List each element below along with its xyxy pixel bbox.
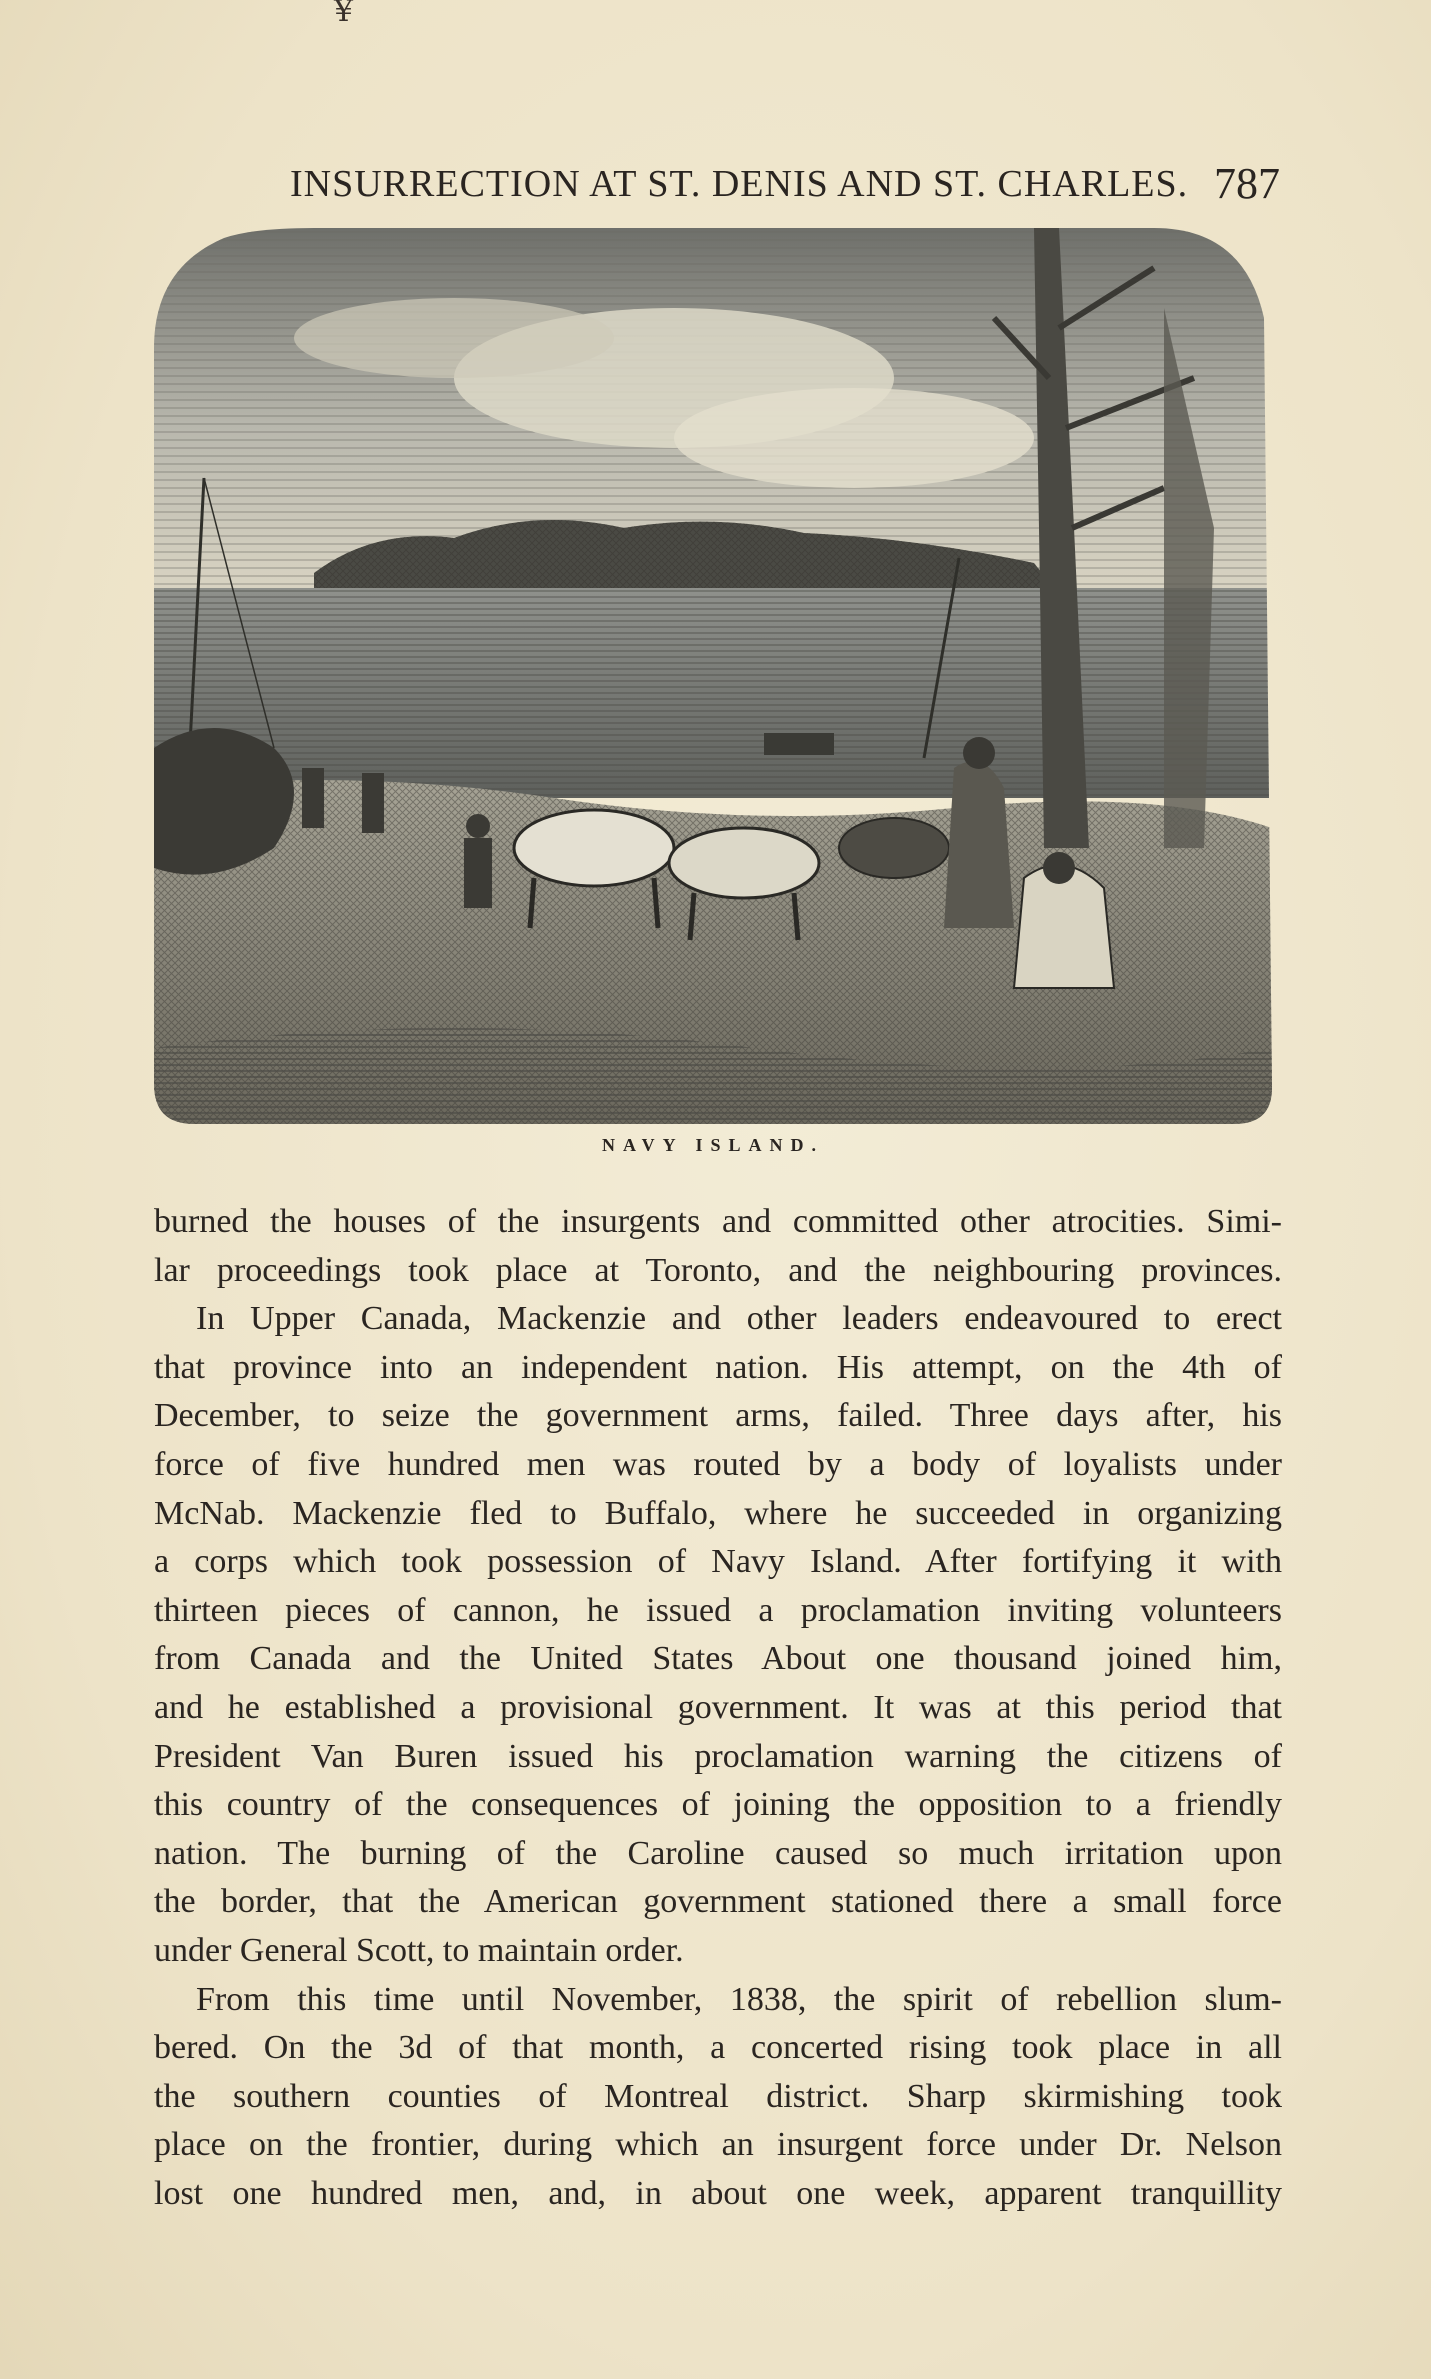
running-head xyxy=(290,152,1280,212)
page-number: 787 xyxy=(1214,159,1280,208)
text-line: that province into an independent nation. His attempt, on the 4th of xyxy=(154,1348,1282,1386)
text-line: nation. The burning of the Caroline caused so much irritation upon xyxy=(154,1834,1282,1872)
text-line: December, to seize the government arms, failed. Three days after, his xyxy=(154,1397,1282,1435)
text-line: President Van Buren issued his proclamation warning the citizens of xyxy=(154,1737,1282,1775)
text-line: thirteen pieces of cannon, he issued a proclamation inviting volunteers xyxy=(154,1591,1282,1629)
text-line: from Canada and the United States About one thousand joined him, xyxy=(154,1640,1282,1678)
text-line: From this time until November, 1838, the spirit of rebellion slum- xyxy=(196,1980,1282,2018)
text-line: place on the frontier, during which an insurgent force under Dr. Nelson xyxy=(154,2126,1282,2164)
text-line: force of five hundred men was routed by a body of loyalists under xyxy=(154,1445,1282,1483)
text-line: McNab. Mackenzie fled to Buffalo, where he succeeded in organizing xyxy=(154,1494,1282,1532)
text-line: and he established a provisional government. It was at this period that xyxy=(154,1688,1282,1726)
printer-mark: ¥ xyxy=(334,0,354,29)
engraving-illustration xyxy=(154,228,1272,1124)
text-line: In Upper Canada, Mackenzie and other leaders endeavoured to erect xyxy=(196,1300,1282,1338)
text-line: bered. On the 3d of that month, a concerted rising took place in all xyxy=(154,2029,1282,2067)
text-line: under General Scott, to maintain order. xyxy=(154,1931,684,1969)
text-line: lost one hundred men, and, in about one week, apparent tranquillity xyxy=(154,2174,1282,2212)
text-line: this country of the consequences of joining the opposition to a friendly xyxy=(154,1786,1282,1824)
body-text xyxy=(154,1198,1282,2218)
text-line: a corps which took possession of Navy Island. After fortifying it with xyxy=(154,1543,1282,1581)
text-line: the southern counties of Montreal district. Sharp skirmishing took xyxy=(154,2077,1282,2115)
running-title: INSURRECTION AT ST. DENIS AND ST. CHARLES. xyxy=(290,163,1189,205)
text-line: the border, that the American government stationed there a small force xyxy=(154,1883,1282,1921)
figure-caption: NAVY ISLAND. xyxy=(601,1135,825,1155)
text-line: burned the houses of the insurgents and committed other atrocities. Simi- xyxy=(154,1203,1282,1240)
text-line: lar proceedings took place at Toronto, and the neighbouring provinces. xyxy=(154,1251,1282,1289)
navy-island-engraving-icon xyxy=(154,228,1272,1124)
